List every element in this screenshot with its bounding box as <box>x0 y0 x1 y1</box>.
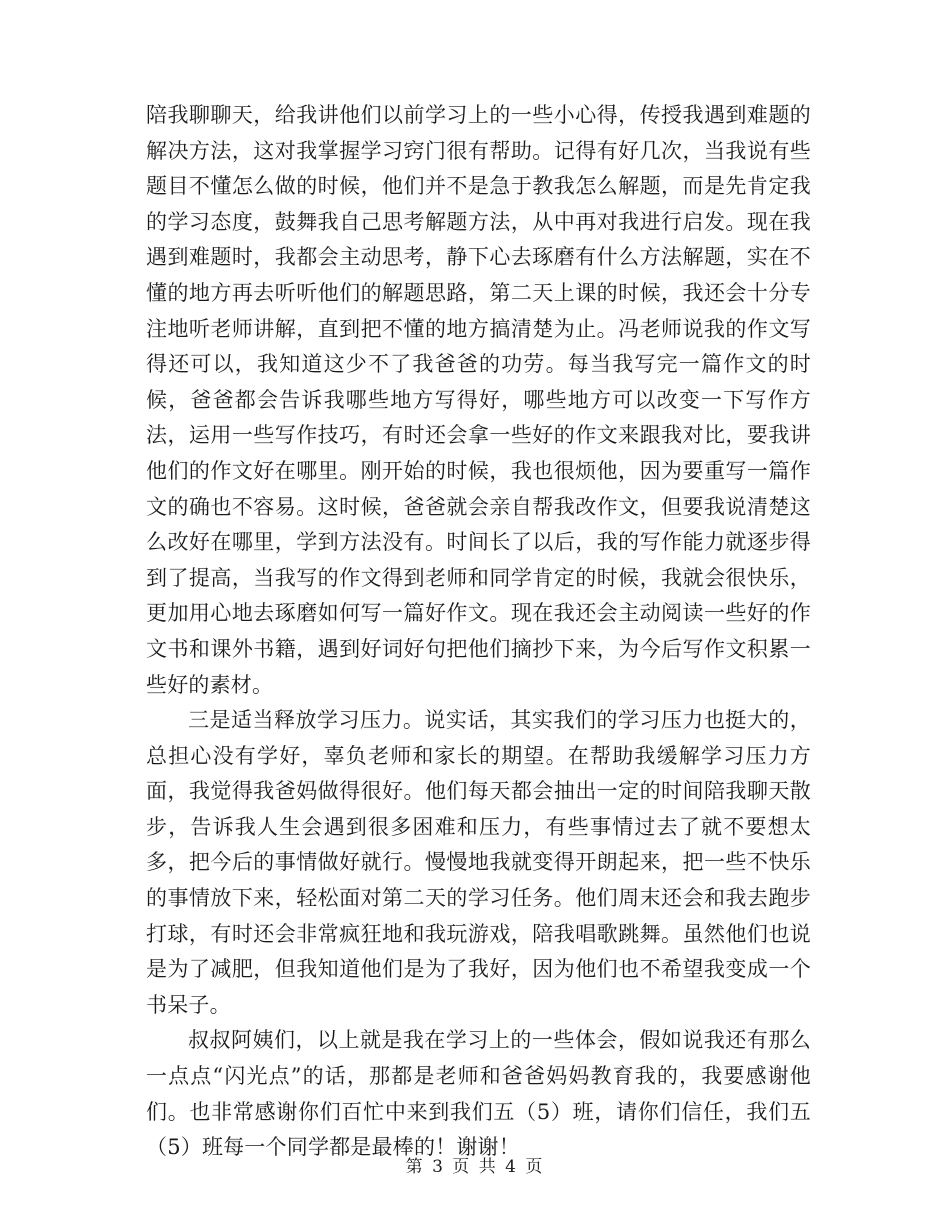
paragraph-3: 叔叔阿姨们，以上就是我在学习上的一些体会，假如说我还有那么一点点“闪光点”的话，那都是老师和爸爸妈妈教育我的，我要感谢他们。也非常感谢你们百忙中来到我们五（5）班，请你们信任，我们五（5）班每一个同学都是最棒的！谢谢！ <box>146 1028 811 1160</box>
paragraph-2: 三是适当释放学习压力。说实话，其实我们的学习压力也挺大的，总担心没有学好，辜负老师和家长的期望。在帮助我缓解学习压力方面，我觉得我爸妈做得很好。他们每天都会抽出一定的时间陪我聊天散步，告诉我人生会遇到很多困难和压力，有些事情过去了就不要想太多，把今后的事情做好就行。慢慢地我就变得开朗起来，把一些不快乐的事情放下来，轻松面对第二天的学习任务。他们周末还会和我去跑步打球，有时还会非常疯狂地和我玩游戏，陪我唱歌跳舞。虽然他们也说是为了减肥，但我知道他们是为了我好，因为他们也不希望我变成一个书呆子。 <box>146 708 811 1017</box>
document-body <box>146 98 811 1166</box>
paragraph-1: 陪我聊聊天，给我讲他们以前学习上的一些小心得，传授我遇到难题的解决方法，这对我掌握学习窍门很有帮助。记得有好几次，当我说有些题目不懂怎么做的时候，他们并不是急于教我怎么解题，而是先肯定我的学习态度，鼓舞我自己思考解题方法，从中再对我进行启发。现在我遇到难题时，我都会主动思考，静下心去琢磨有什么方法解题，实在不懂的地方再去听听他们的解题思路，第二天上课的时候，我还会十分专注地听老师讲解，直到把不懂的地方搞清楚为止。冯老师说我的作文写得还可以，我知道这少不了我爸爸的功劳。每当我写完一篇作文的时候，爸爸都会告诉我哪些地方写得好，哪些地方可以改变一下写作方法，运用一些写作技巧，有时还会拿一些好的作文来跟我对比，要我讲他们的作文好在哪里。刚开始的时候，我也很烦他，因为要重写一篇作文的确也不容易。这时候，爸爸就会亲自帮我改作文，但要我说清楚这么改好在哪里，学到方法没有。时间长了以后，我的写作能力就逐步得到了提高，当我写的作文得到老师和同学肯定的时候，我就会很快乐，更加用心地去琢磨如何写一篇好作文。现在我还会主动阅读一些好的作文书和课外书籍，遇到好词好句把他们摘抄下来，为今后写作文积累一些好的素材。 <box>146 103 811 697</box>
page-footer: 第 3 页 共 4 页 <box>405 1157 545 1177</box>
